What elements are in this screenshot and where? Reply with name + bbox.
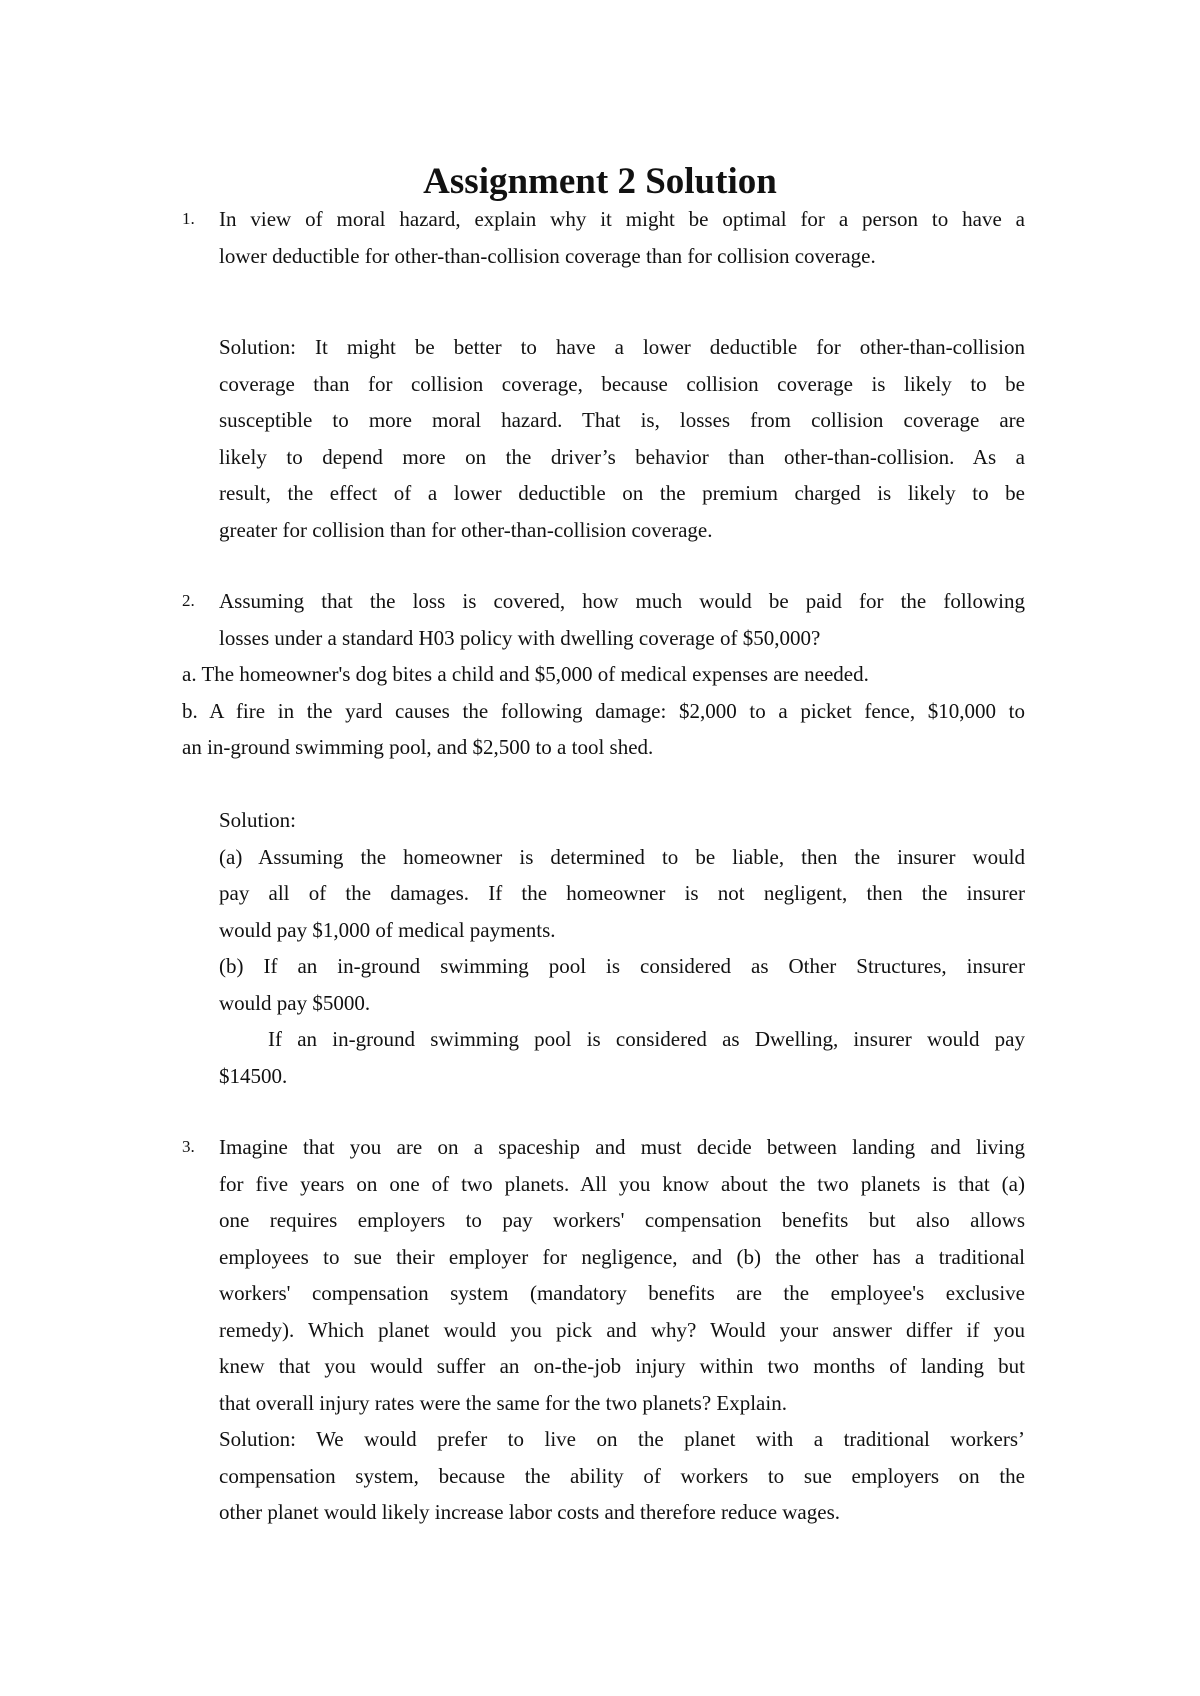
q2-question — [219, 583, 1025, 656]
q3-solution-line: Solution: We would prefer to live on the planet with a traditional workers’ — [219, 1427, 1025, 1451]
q1-question-line: lower deductible for other-than-collision coverage than for collision coverage. — [219, 243, 876, 268]
q1-solution-line: coverage than for collision coverage, because collision coverage is likely to be — [219, 371, 1025, 396]
q2-solution-b-line: (b) If an in-ground swimming pool is considered as Other Structures, insurer — [219, 954, 1025, 978]
q1-solution-line: greater for collision than for other-than-collision coverage. — [219, 517, 713, 542]
q2-solution-a-line: pay all of the damages. If the homeowner is not negligent, then the insurer — [219, 881, 1025, 905]
q3-solution-line: compensation system, because the ability of workers to sue employers on the — [219, 1463, 1025, 1488]
q1-solution-line: result, the effect of a lower deductible on the premium charged is likely to be — [219, 481, 1025, 505]
q2-question-line: losses under a standard H03 policy with dwelling coverage of $50,000? — [219, 625, 821, 650]
q2-solution-b2-line: $14500. — [219, 1063, 288, 1088]
q2-solution-a-line: would pay $1,000 of medical payments. — [219, 917, 556, 942]
q1-solution-line: likely to depend more on the driver’s behavior than other-than-collision. As a — [219, 444, 1025, 469]
document-title: Assignment 2 Solution — [423, 161, 777, 202]
q3-solution-line: other planet would likely increase labor costs and therefore reduce wages. — [219, 1500, 840, 1524]
q2-parts — [182, 656, 1025, 766]
q1-question — [219, 201, 1025, 274]
q3-question-line: workers' compensation system (mandatory benefits are the employee's exclusive — [219, 1281, 1025, 1305]
q1-question-line: In view of moral hazard, explain why it might be optimal for a person to have a — [219, 207, 1025, 231]
q2-solution-b2-line: If an in-ground swimming pool is considered as Dwelling, insurer would pay — [268, 1027, 1025, 1051]
q2-question-line: Assuming that the loss is covered, how much would be paid for the following — [219, 589, 1025, 613]
q3-question-line: remedy). Which planet would you pick and why? Would your answer differ if you — [219, 1317, 1025, 1342]
q3-question-line: that overall injury rates were the same for the two planets? Explain. — [219, 1390, 787, 1415]
q1-solution-line: Solution: It might be better to have a lower deductible for other-than-collision — [219, 335, 1025, 359]
q2-solution-label: Solution: — [219, 808, 297, 832]
q3-question-line: one requires employers to pay workers' compensation benefits but also allows — [219, 1208, 1025, 1232]
q2-number: 2. — [182, 591, 195, 610]
q2-part-a: a. The homeowner's dog bites a child and $5,000 of medical expenses are needed. — [182, 662, 869, 686]
q3-question-line: for five years on one of two planets. All you know about the two planets is that (a) — [219, 1171, 1025, 1196]
q2-solution-b-line: would pay $5000. — [219, 990, 371, 1015]
q1-number: 1. — [182, 209, 195, 228]
q3-question — [219, 1129, 1025, 1531]
q3-question-line: employees to sue their employer for negligence, and (b) the other has a traditional — [219, 1244, 1025, 1269]
q2-solution-a-line: (a) Assuming the homeowner is determined to be liable, then the insurer would — [219, 844, 1025, 869]
q3-number: 3. — [182, 1137, 195, 1156]
q1-solution-line: susceptible to more moral hazard. That is, losses from collision coverage are — [219, 408, 1025, 432]
q2-part-b-line: b. A fire in the yard causes the following damage: $2,000 to a picket fence, $10,000 to — [182, 698, 1025, 723]
q1-solution — [219, 329, 1025, 548]
q2-part-b-line: an in-ground swimming pool, and $2,500 to a tool shed. — [182, 735, 654, 759]
q2-solution — [219, 802, 1025, 1094]
q3-question-line: knew that you would suffer an on-the-job injury within two months of landing but — [219, 1354, 1025, 1378]
q3-question-line: Imagine that you are on a spaceship and must decide between landing and living — [219, 1135, 1025, 1159]
